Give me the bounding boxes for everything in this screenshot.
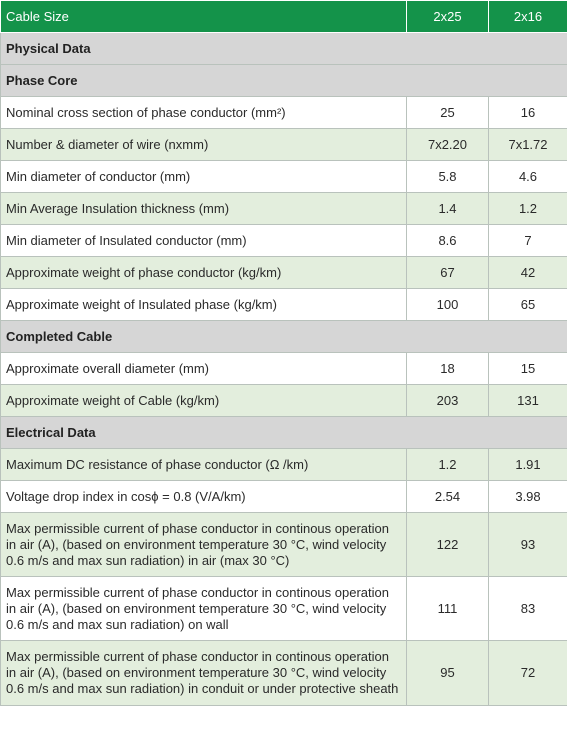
table-row — [1, 129, 567, 161]
row-label: Nominal cross section of phase conductor (mm²) — [1, 97, 407, 129]
table-row — [1, 289, 567, 321]
value-2x16: 72 — [489, 641, 567, 706]
row-label: Maximum DC resistance of phase conductor (Ω /km) — [1, 449, 407, 481]
row-label: Number & diameter of wire (nxmm) — [1, 129, 407, 161]
value-2x25: 2.54 — [407, 481, 489, 513]
row-label: Max permissible current of phase conductor in continous operation in air (A), (based on environment temperature 30 °C, wind velocity 0.6 m/s and max sun radiation) on wall — [1, 577, 407, 641]
value-2x16: 42 — [489, 257, 567, 289]
table-row — [1, 353, 567, 385]
table-row — [1, 481, 567, 513]
value-2x16: 3.98 — [489, 481, 567, 513]
header-col-2x16: 2x16 — [489, 1, 567, 33]
section-title: Phase Core — [1, 65, 567, 97]
value-2x25: 1.4 — [407, 193, 489, 225]
table-row — [1, 257, 567, 289]
value-2x25: 203 — [407, 385, 489, 417]
value-2x16: 1.91 — [489, 449, 567, 481]
value-2x16: 131 — [489, 385, 567, 417]
value-2x25: 67 — [407, 257, 489, 289]
section-phase-core — [1, 65, 567, 97]
value-2x25: 1.2 — [407, 449, 489, 481]
table-row — [1, 513, 567, 577]
header-row — [1, 1, 567, 33]
table-row — [1, 641, 567, 706]
value-2x16: 4.6 — [489, 161, 567, 193]
value-2x25: 95 — [407, 641, 489, 706]
value-2x25: 8.6 — [407, 225, 489, 257]
table-row — [1, 577, 567, 641]
value-2x25: 111 — [407, 577, 489, 641]
value-2x16: 7x1.72 — [489, 129, 567, 161]
table-row — [1, 97, 567, 129]
section-completed-cable — [1, 321, 567, 353]
value-2x25: 5.8 — [407, 161, 489, 193]
row-label: Min diameter of Insulated conductor (mm) — [1, 225, 407, 257]
table-row — [1, 385, 567, 417]
row-label: Max permissible current of phase conductor in continous operation in air (A), (based on environment temperature 30 °C, wind velocity 0.6 m/s and max sun radiation) in conduit or under protective sheath — [1, 641, 407, 706]
table-row — [1, 449, 567, 481]
value-2x25: 18 — [407, 353, 489, 385]
section-title: Completed Cable — [1, 321, 567, 353]
value-2x16: 15 — [489, 353, 567, 385]
row-label: Voltage drop index in cosϕ = 0.8 (V/A/km) — [1, 481, 407, 513]
table-row — [1, 193, 567, 225]
value-2x16: 7 — [489, 225, 567, 257]
header-label: Cable Size — [1, 1, 407, 33]
value-2x25: 25 — [407, 97, 489, 129]
section-electrical-data — [1, 417, 567, 449]
value-2x25: 122 — [407, 513, 489, 577]
value-2x16: 93 — [489, 513, 567, 577]
value-2x16: 16 — [489, 97, 567, 129]
section-title: Physical Data — [1, 33, 567, 65]
header-col-2x25: 2x25 — [407, 1, 489, 33]
value-2x16: 83 — [489, 577, 567, 641]
row-label: Max permissible current of phase conductor in continous operation in air (A), (based on environment temperature 30 °C, wind velocity 0.6 m/s and max sun radiation) in air (max 30 °C) — [1, 513, 407, 577]
value-2x16: 1.2 — [489, 193, 567, 225]
row-label: Min diameter of conductor (mm) — [1, 161, 407, 193]
row-label: Approximate weight of Cable (kg/km) — [1, 385, 407, 417]
table-row — [1, 225, 567, 257]
row-label: Approximate weight of phase conductor (kg/km) — [1, 257, 407, 289]
row-label: Min Average Insulation thickness (mm) — [1, 193, 407, 225]
value-2x16: 65 — [489, 289, 567, 321]
table-row — [1, 161, 567, 193]
value-2x25: 100 — [407, 289, 489, 321]
section-physical-data — [1, 33, 567, 65]
row-label: Approximate weight of Insulated phase (kg/km) — [1, 289, 407, 321]
section-title: Electrical Data — [1, 417, 567, 449]
row-label: Approximate overall diameter (mm) — [1, 353, 407, 385]
value-2x25: 7x2.20 — [407, 129, 489, 161]
